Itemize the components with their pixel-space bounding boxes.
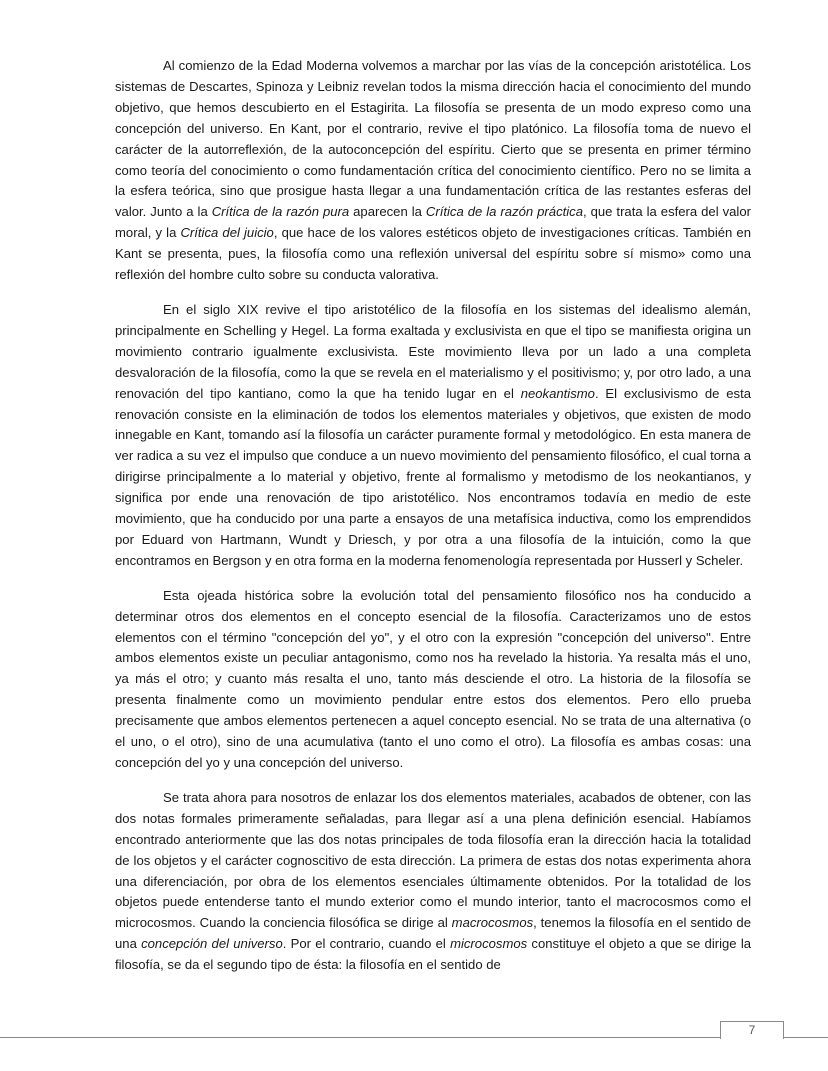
paragraph-4 <box>115 788 751 976</box>
page-number: 7 <box>720 1021 784 1039</box>
italic-term-neokantismo: neokantismo <box>520 385 595 401</box>
italic-title-critica-juicio: Crítica del juicio <box>180 225 274 241</box>
italic-term-microcosmos: microcosmos <box>450 936 528 952</box>
italic-term-macrocosmos: macrocosmos <box>451 915 534 931</box>
text-run: En el siglo XIX revive el tipo aristotélico de la filosofía en los sistemas del idealismo alemán, principalmente en Schelling y Hegel. La forma exaltada y exclusivista en que el tipo se manifiesta origina un movimiento contrario igualmente exclusivista. Este movimiento lleva por un lado a una completa desvaloración de la filosofía, como la que se revela en el materialismo y el positivismo; y, por otro lado, a una renovación del tipo kantiano, como la que ha tenido lugar en el <box>115 301 751 401</box>
paragraph-1 <box>115 56 751 286</box>
text-run: , que trata la esfera del valor moral, y la <box>115 204 751 241</box>
text-run: Al comienzo de la Edad Moderna volvemos a marchar por las vías de la concepción aristotélica. Los sistemas de Descartes, Spinoza y Leibniz revelan todos la misma dirección hacia el conocimiento del mundo objetivo, que hemos descubierto en el Estagirita. La filosofía se presenta de un modo expreso como una concepción del universo. En Kant, por el contrario, revive el tipo platónico. La filosofía toma de nuevo el carácter de la autorreflexión, de la autoconcepción del espíritu. Cierto que se presenta en primer término como teoría del conocimiento o como fundamentación crítica del conocimiento científico. Pero no se limita a la esfera teórica, sino que prosigue hasta llegar a una fundamentación crítica de las restantes esferas del valor. Junto a la <box>115 58 751 220</box>
text-run: Se trata ahora para nosotros de enlazar los dos elementos materiales, acabados de obtener, con las dos notas formales primeramente señaladas, para llegar así a una plena definición esencial. Habíamos encontrado anteriormente que las dos notas principales de toda filosofía eran la dirección hacia la totalidad de los objetos y el carácter cognoscitivo de esta dirección. La primera de estas dos notas experimenta ahora una diferenciación, por obra de los elementos esenciales últimamente obtenidos. Por la totalidad de los objetos puede entenderse tanto el mundo exterior como el mundo interior, tanto el macrocosmos como el microcosmos. Cuando la conciencia filosófica se dirige al <box>115 789 751 931</box>
text-run: . El exclusivismo de esta renovación consiste en la eliminación de todos los elementos materiales y objetivos, que existen de modo innegable en Kant, tomando así la filosofía un carácter puramente formal y metodológico. En esta manera de ver radica a su vez el impulso que conduce a un nuevo movimiento del pensamiento filosófico, el cual torna a dirigirse principalmente a lo material y objetivo, frente al formalismo y metodismo de los neokantianos, y significa por ende una renovación de tipo aristotélico. Nos encontramos todavía en medio de este movimiento, que ha conducido por una parte a ensayos de una metafísica inductiva, como los emprendidos por Eduard von Hartmann, Wundt y Driesch, y por otra a una filosofía de la intuición, como la que encontramos en Bergson y en otra forma en la moderna fenomenología representada por Husserl y Scheler. <box>115 385 751 568</box>
italic-title-critica-razon-pura: Crítica de la razón pura <box>211 204 350 220</box>
italic-title-critica-razon-practica: Crítica de la razón práctica <box>425 204 583 220</box>
text-run: . Por el contrario, cuando el <box>282 936 451 952</box>
paragraph-2 <box>115 300 751 572</box>
text-run: , que hace de los valores estéticos objeto de investigaciones críticas. También en Kant se presenta, pues, la filosofía como una reflexión universal del espíritu sobre sí mismo» como una reflexión del hombre culto sobre su conducta valorativa. <box>115 225 751 283</box>
text-run: , tenemos la filosofía en el sentido de una <box>115 915 751 952</box>
footer-rule <box>0 1037 828 1038</box>
document-body <box>115 56 751 990</box>
text-run: constituye el objeto a que se dirige la filosofía, se da el segundo tipo de ésta: la filosofía en el sentido de <box>115 936 752 973</box>
text-run: aparecen la <box>349 204 426 220</box>
paragraph-3 <box>115 586 751 774</box>
italic-term-concepcion-universo: concepción del universo <box>141 936 283 952</box>
text-run: Esta ojeada histórica sobre la evolución total del pensamiento filosófico nos ha conducido a determinar otros dos elementos en el concepto esencial de la filosofía. Caracterizamos uno de estos elementos con el término "concepción del yo", y el otro con la expresión "concepción del universo". Entre ambos elementos existe un peculiar antagonismo, como nos ha revelado la historia. Ya resalta más el uno, ya más el otro; y cuanto más resalta el uno, tanto más desciende el otro. La historia de la filosofía se presenta finalmente como un movimiento pendular entre estos dos elementos. Pero ello prueba precisamente que ambos elementos pertenecen a aquel concepto esencial. No se trata de una alternativa (o el uno, o el otro), sino de una acumulativa (tanto el uno como el otro). La filosofía es ambas cosas: una concepción del yo y una concepción del universo. <box>115 587 751 770</box>
